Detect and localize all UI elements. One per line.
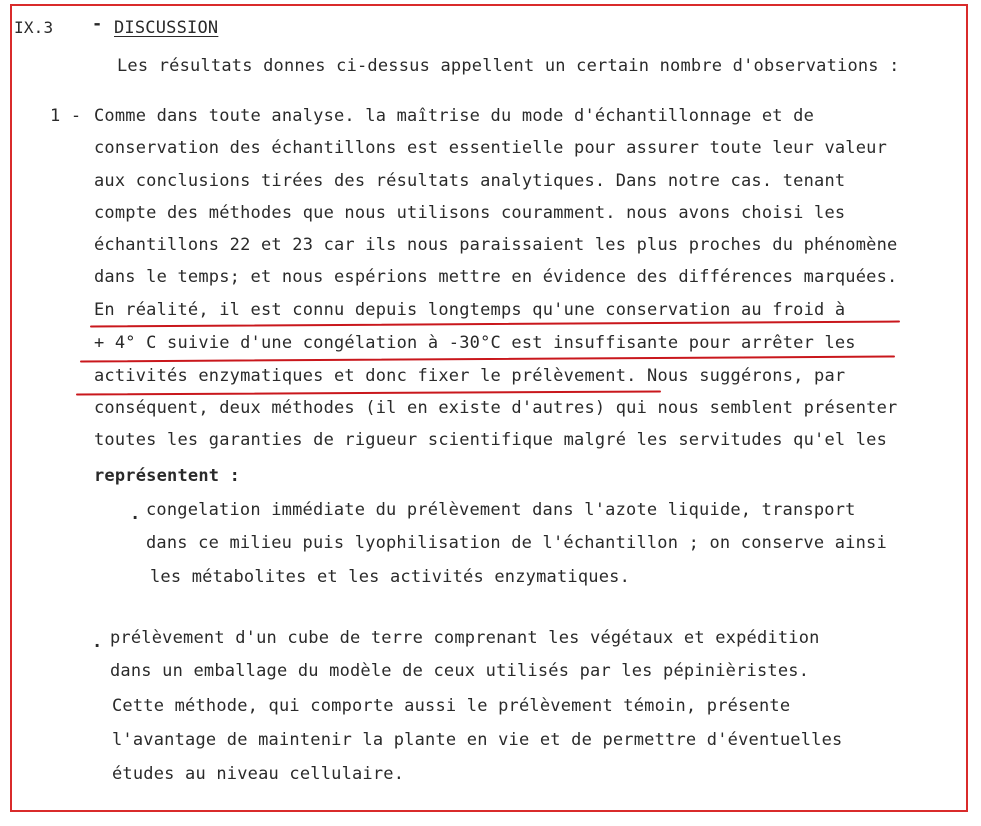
paragraph-line: conséquent, deux méthodes (il en existe d'autres) qui nous semblent présenter — [94, 398, 898, 418]
intro-paragraph: Les résultats donnes ci-dessus appellent un certain nombre d'observations : — [117, 56, 900, 76]
section-number: IX.3 — [14, 18, 54, 37]
paragraph-line: activités enzymatiques et donc fixer le prélèvement. Nous suggérons, par — [94, 366, 846, 386]
point-1-marker: 1 - — [50, 106, 82, 126]
section-title: DISCUSSION — [114, 18, 219, 38]
paragraph-line: prélèvement d'un cube de terre comprenant les végétaux et expédition — [110, 628, 820, 648]
section-dash: - — [92, 14, 103, 34]
bullet-1-marker: . — [130, 504, 141, 524]
paragraph-line: dans ce milieu puis lyophilisation de l'échantillon ; on conserve ainsi — [146, 533, 887, 553]
paragraph-line: + 4° C suivie d'une congélation à -30°C est insuffisante pour arrêter les — [94, 333, 856, 353]
paragraph-line: études au niveau cellulaire. — [112, 764, 405, 784]
paragraph-line: Comme dans toute analyse. la maîtrise du mode d'échantillonnage et de — [94, 106, 815, 126]
paragraph-line: les métabolites et les activités enzymatiques. — [150, 567, 631, 587]
paragraph-line: échantillons 22 et 23 car ils nous paraissaient les plus proches du phénomène — [94, 235, 898, 255]
paragraph-line: conservation des échantillons est essentielle pour assurer toute leur valeur — [94, 138, 888, 158]
bullet-2-marker: . — [92, 632, 103, 652]
paragraph-line: compte des méthodes que nous utilisons couramment. nous avons choisi les — [94, 203, 846, 223]
paragraph-line: dans le temps; et nous espérions mettre en évidence des différences marquées. — [94, 267, 898, 287]
paragraph-line: toutes les garanties de rigueur scientifique malgré les servitudes qu'el les — [94, 430, 888, 450]
paragraph-line: l'avantage de maintenir la plante en vie et de permettre d'éventuelles — [112, 730, 843, 750]
paragraph-line: aux conclusions tirées des résultats analytiques. Dans notre cas. tenant — [94, 171, 846, 191]
paragraph-line: Cette méthode, qui comporte aussi le prélèvement témoin, présente — [112, 696, 791, 716]
paragraph-line: représentent : — [94, 466, 241, 486]
paragraph-line: congelation immédiate du prélèvement dans l'azote liquide, transport — [146, 500, 856, 520]
paragraph-line: dans un emballage du modèle de ceux utilisés par les pépinièristes. — [110, 661, 810, 681]
paragraph-line: En réalité, il est connu depuis longtemps qu'une conservation au froid à — [94, 300, 846, 320]
